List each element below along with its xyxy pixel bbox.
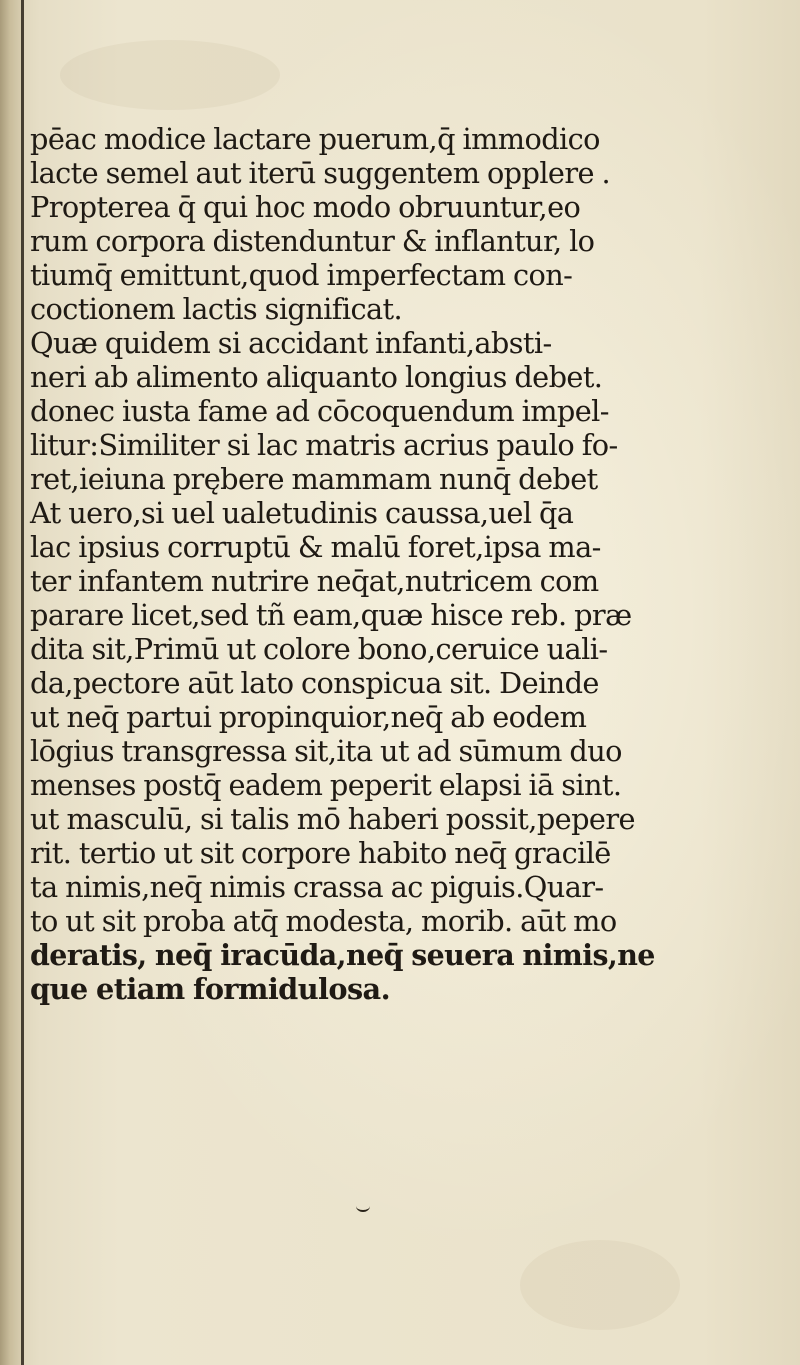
text-line: ut neq̄ partui propinquior,neq̄ ab eodem <box>30 700 587 734</box>
text-line: ret,ieiuna prębere mammam nunq̄ debet <box>30 462 598 496</box>
printer-mark <box>356 1200 370 1212</box>
text-line: parare licet,sed tñ eam,quæ hisce reb. præ <box>30 598 632 632</box>
text-line: rum corpora distenduntur & inflantur, lo <box>30 224 595 258</box>
body-text <box>30 122 660 1006</box>
text-line: to ut sit proba atq̄ modesta, morib. aūt mo <box>30 904 617 938</box>
text-line: coctionem lactis significat. <box>30 292 403 326</box>
text-line: dita sit,Primū ut colore bono,ceruice uali- <box>30 632 608 666</box>
text-line: neri ab alimento aliquanto longius debet. <box>30 360 603 394</box>
text-line: rit. tertio ut sit corpore habito neq̄ gracilē <box>30 836 611 870</box>
gutter-line <box>21 0 24 1365</box>
text-line: lōgius transgressa sit,ita ut ad sūmum duo <box>30 734 622 768</box>
text-line: ut masculū, si talis mō haberi possit,pepere <box>30 802 635 836</box>
text-line: Propterea q̄ qui hoc modo obruuntur,eo <box>30 190 581 224</box>
text-line: pēac modice lactare puerum,q̄ immodico <box>30 122 600 156</box>
page-binding-edge <box>0 0 22 1365</box>
text-line: deratis, neq̄ iracūda,neq̄ seuera nimis,ne <box>30 938 655 972</box>
text-line: da,pectore aūt lato conspicua sit. Deinde <box>30 666 599 700</box>
text-line: menses postq̄ eadem peperit elapsi iā sint. <box>30 768 622 802</box>
text-line: tiumq̄ emittunt,quod imperfectam con- <box>30 258 573 292</box>
text-line: que etiam formidulosa. <box>30 972 391 1006</box>
text-line: Quæ quidem si accidant infanti,absti- <box>30 326 552 360</box>
text-line: lacte semel aut iterū suggentem opplere . <box>30 156 611 190</box>
paper-stain <box>520 1240 680 1330</box>
text-line: ter infantem nutrire neq̄at,nutricem com <box>30 564 599 598</box>
text-line: ta nimis,neq̄ nimis crassa ac piguis.Quar- <box>30 870 604 904</box>
paper-stain <box>60 40 280 110</box>
text-line: donec iusta fame ad cōcoquendum impel- <box>30 394 609 428</box>
text-line: lac ipsius corruptū & malū foret,ipsa ma- <box>30 530 601 564</box>
text-line: litur:Similiter si lac matris acrius paulo fo- <box>30 428 618 462</box>
text-line: At uero,si uel ualetudinis caussa,uel q̄a <box>30 496 574 530</box>
